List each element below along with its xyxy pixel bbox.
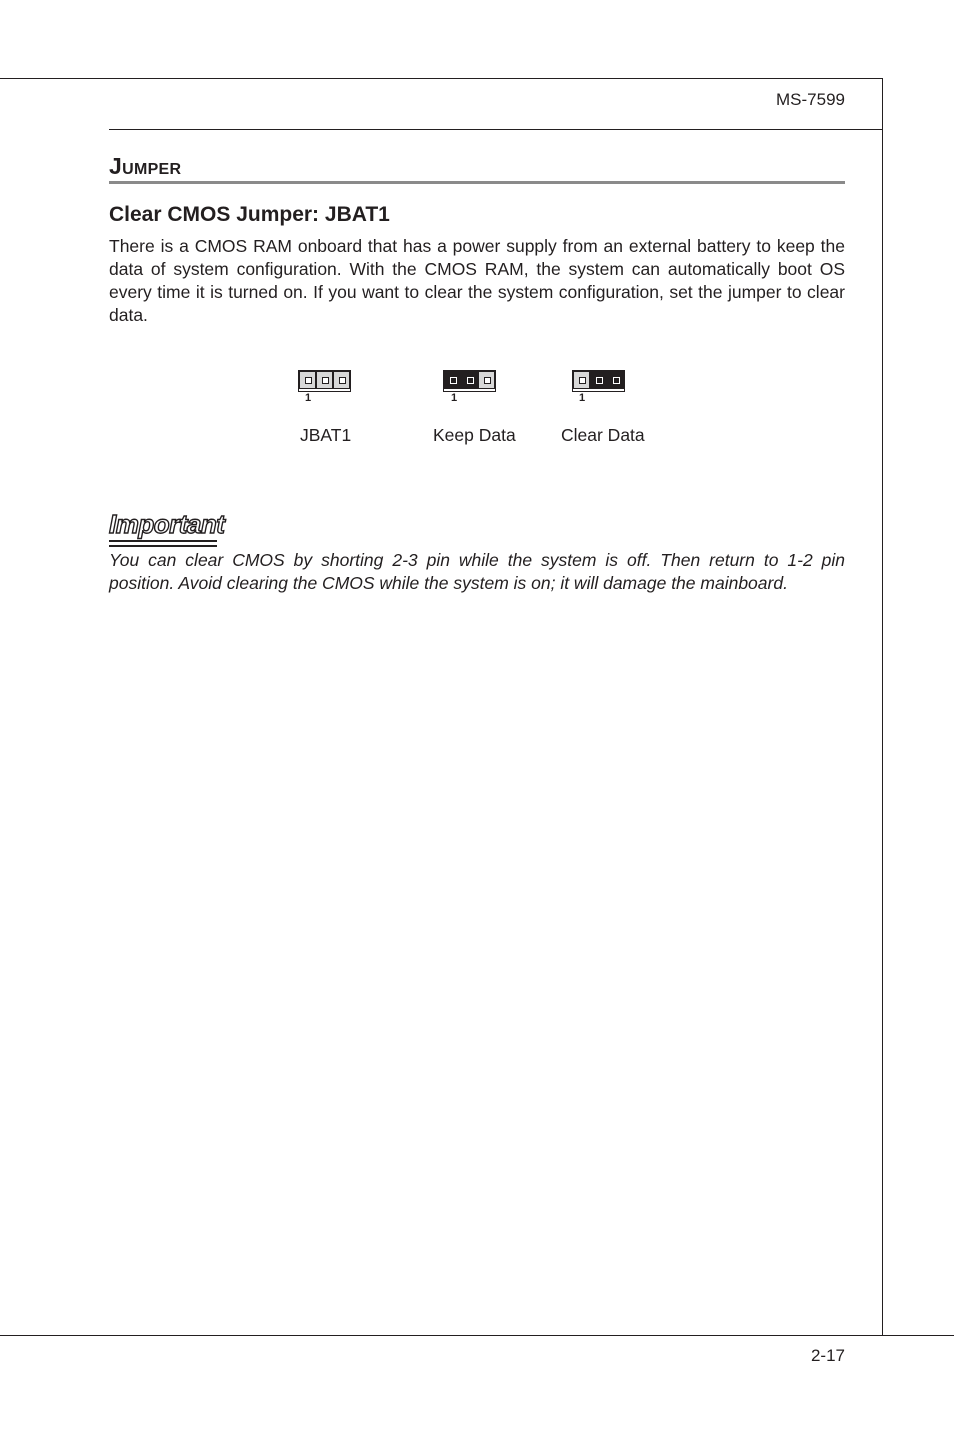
jumper-label-clear-data: Clear Data — [561, 425, 645, 445]
section-title: Jumper — [109, 152, 845, 184]
header-rule — [109, 129, 883, 130]
jumper-clear-data-diagram — [572, 370, 625, 392]
jumper-jbat1-diagram — [298, 370, 351, 392]
pin-one-marker: 1 — [305, 392, 312, 404]
pin-3 — [478, 371, 495, 389]
important-underline — [109, 540, 217, 547]
pin-2 — [590, 371, 607, 389]
important-heading: Important — [109, 509, 225, 539]
pin-2 — [316, 371, 333, 389]
pin-one-marker: 1 — [451, 392, 458, 404]
body-paragraph: There is a CMOS RAM onboard that has a power supply from an external battery to keep the data of system configuration. With the CMOS RAM, the system can automatically boot OS every time it is turned on. If you want to clear the system configuration, set the jumper to clear data. — [109, 236, 845, 325]
pin-3 — [333, 371, 350, 389]
pin-1 — [444, 371, 461, 389]
top-rule — [0, 78, 883, 79]
subsection-title: Clear CMOS Jumper: JBAT1 — [109, 203, 390, 226]
pin-2 — [461, 371, 478, 389]
pin-1 — [299, 371, 316, 389]
pin-1 — [573, 371, 590, 389]
pin-3 — [607, 371, 624, 389]
jumper-label-keep-data: Keep Data — [433, 425, 516, 445]
jumper-keep-data-diagram — [443, 370, 496, 392]
jumper-label-jbat1: JBAT1 — [300, 425, 352, 445]
bottom-rule — [0, 1335, 954, 1336]
model-number: MS-7599 — [776, 90, 845, 109]
right-rule — [882, 78, 883, 1335]
page-number: 2-17 — [810, 1346, 845, 1365]
pin-one-marker: 1 — [579, 392, 586, 404]
important-note: You can clear CMOS by shorting 2-3 pin while the system is off. Then return to 1-2 pin position. Avoid clearing the CMOS while the system is on; it will damage the mainboard. — [109, 550, 845, 593]
